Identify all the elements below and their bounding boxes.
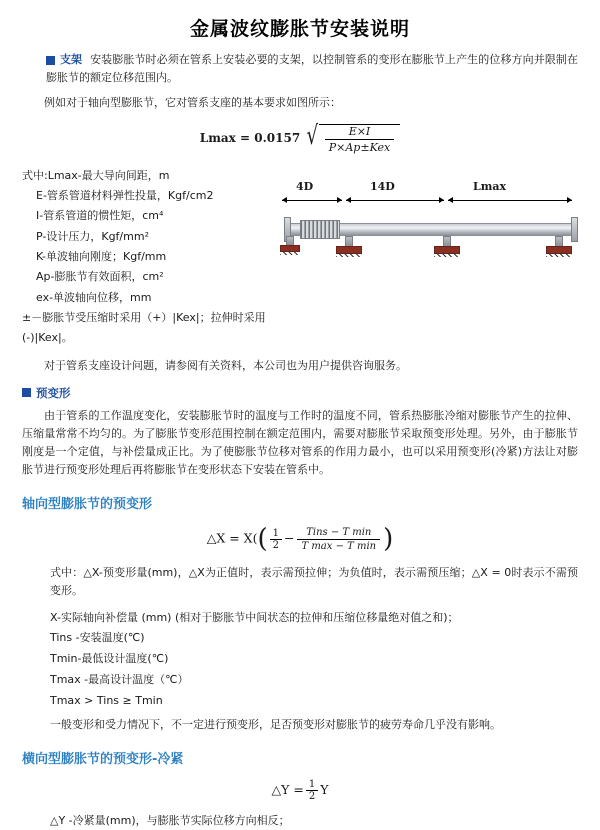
- guide-support-icon: [434, 236, 460, 256]
- definition-item: ex-单波轴向位移，mm: [36, 290, 152, 304]
- lmax-formula-numerator: E×I: [325, 125, 394, 140]
- equation-frac-denominator: T max − T min: [301, 540, 377, 552]
- equation-half-numerator: 1: [306, 779, 318, 791]
- subheading-axial-predeform: 轴向型膨胀节的预变形: [22, 497, 153, 513]
- figure-label-14d: 14D: [370, 179, 395, 193]
- anchor-support-icon: [280, 236, 300, 256]
- blue-square-bullet-icon: [22, 388, 31, 397]
- blue-square-bullet-icon: [46, 56, 55, 65]
- guide-support-icon: [336, 236, 362, 256]
- predeform-item: Tmin-最低设计温度(℃): [50, 652, 169, 666]
- figure-label-lmax: Lmax: [473, 179, 507, 193]
- section-predeform-para1: 由于管系的工作温度变化，安装膨胀节时的温度与工作时的温度不同，管系热膨胀冷缩对膨胀节产生的拉伸、压缩量常常不均匀的。为了膨胀节变形范围控制在额定范围内，需要对膨胀节采取预变形处理。另外，由于膨胀节刚度是一个定值，与补偿量成正比。为了使膨胀节位移对管系的作用力最小，也可以采用预变形(冷紧)方法让对膨胀节进行预变形处理后再将膨胀节在变形状态下安装在管系中。: [22, 408, 578, 477]
- pipe-end-cap-right-icon: [571, 217, 578, 242]
- lmax-formula-lhs: Lmax = 0.0157: [199, 131, 301, 145]
- section-heading-predeform-label: 预变形: [36, 385, 71, 400]
- section-bracket-intro: [22, 51, 578, 87]
- equation-half-denominator: 2: [272, 539, 279, 551]
- figure-labels: [278, 180, 578, 196]
- dimension-arrow-14d: [346, 200, 444, 201]
- definition-item: I-管系管道的惯性矩，cm⁴: [36, 209, 164, 223]
- guide-support-icon: [546, 236, 572, 256]
- section-bracket-closing: 对于管系支座设计问题，请参阅有关资料，本公司也为用户提供咨询服务。: [44, 358, 407, 372]
- definition-item: ±－膨胀节受压缩时采用（+）|Kex|；拉伸时采用(-)|Kex|。: [22, 310, 266, 345]
- definition-item: 式中:Lmax-最大导向间距，m: [22, 168, 170, 182]
- bracket-definitions: [22, 166, 277, 349]
- axial-predeform-explain: 式中：△X-预变形量(mm)，△X为正值时，表示需预拉伸；为负值时，表示需预压缩；△X = 0时表示不需预变形。: [50, 566, 578, 598]
- document-page: [0, 14, 600, 828]
- section-bracket-para1: 安装膨胀节时必须在管系上安装必要的支架，以控制管系的变形在膨胀节上产生的位移方向并限制在膨胀节的额定位移范围内。: [46, 53, 578, 85]
- lmax-formula: [22, 120, 578, 154]
- equation-frac-numerator: Tins − T min: [297, 527, 380, 540]
- equation-lhs: △X = X(: [206, 530, 258, 546]
- equation-half-denominator: 2: [308, 791, 316, 803]
- figure-dimension-arrows: [278, 196, 578, 205]
- predeform-item: Tmax > Tins ≥ Tmin: [50, 694, 163, 708]
- section-heading-predeform: [22, 385, 578, 401]
- equation-half-numerator: 1: [270, 528, 282, 540]
- page-title: 金属波纹膨胀节安装说明: [189, 18, 410, 40]
- axial-predeform-equation: △X = X(( $\frac{1}{2}$ − Tins − T min T max − T min ): [206, 524, 394, 555]
- definition-item: P-设计压力，Kgf/mm²: [36, 229, 149, 243]
- definition-item: Ap-膨胀节有效面积，cm²: [36, 270, 164, 284]
- figure-label-4d: 4D: [296, 179, 314, 193]
- document-body: [0, 51, 600, 830]
- axial-expansion-joint-support-diagram: [278, 180, 578, 263]
- equation-rhs: ): [383, 524, 394, 555]
- section-bracket-para2: 例如对于轴向型膨胀节，它对管系支座的基本要求如图所示：: [44, 96, 341, 110]
- section-heading-bracket: [46, 51, 90, 69]
- lmax-formula-denominator: P×Ap±Kex: [328, 140, 391, 154]
- equation-lhs: △Y =: [271, 782, 304, 798]
- equation-rhs: Y: [320, 782, 329, 798]
- figure-pipe-assembly: [278, 207, 578, 263]
- lateral-predeform-explain: △Y -冷紧量(mm)，与膨胀节实际位移方向相反；: [50, 814, 290, 828]
- predeform-item: Tmax -最高设计温度（℃）: [50, 673, 189, 687]
- section-heading-bracket-label: 支架: [60, 53, 82, 66]
- dimension-arrow-4d: [282, 200, 342, 201]
- predeform-item: X-实际轴向补偿量 (mm) (相对于膨胀节中间状态的拉伸和压缩位移量绝对值之和)；: [50, 610, 459, 624]
- definitions-and-figure: [22, 166, 578, 349]
- predeform-item: Tins -安装温度(℃): [50, 631, 145, 645]
- dimension-arrow-lmax: [448, 200, 572, 201]
- axial-predeform-note: 一般变形和受力情况下，不一定进行预变形，足否预变形对膨胀节的疲劳寿命几乎没有影响。: [50, 718, 501, 732]
- subheading-lateral-predeform: 横向型膨胀节的预变形-冷紧: [22, 752, 184, 768]
- lateral-predeform-equation: [22, 779, 578, 802]
- sqrt-icon: √ $\frac{E\times I}{\text{P×Ap±Kex}}$: [304, 123, 400, 154]
- equation-minus: −: [283, 530, 295, 546]
- definition-item: K-单波轴向刚度；Kgf/mm: [36, 249, 167, 263]
- bellows-expansion-joint-icon: [300, 220, 340, 239]
- definition-item: E-管系管道材料弹性投量，Kgf/cm2: [36, 188, 214, 202]
